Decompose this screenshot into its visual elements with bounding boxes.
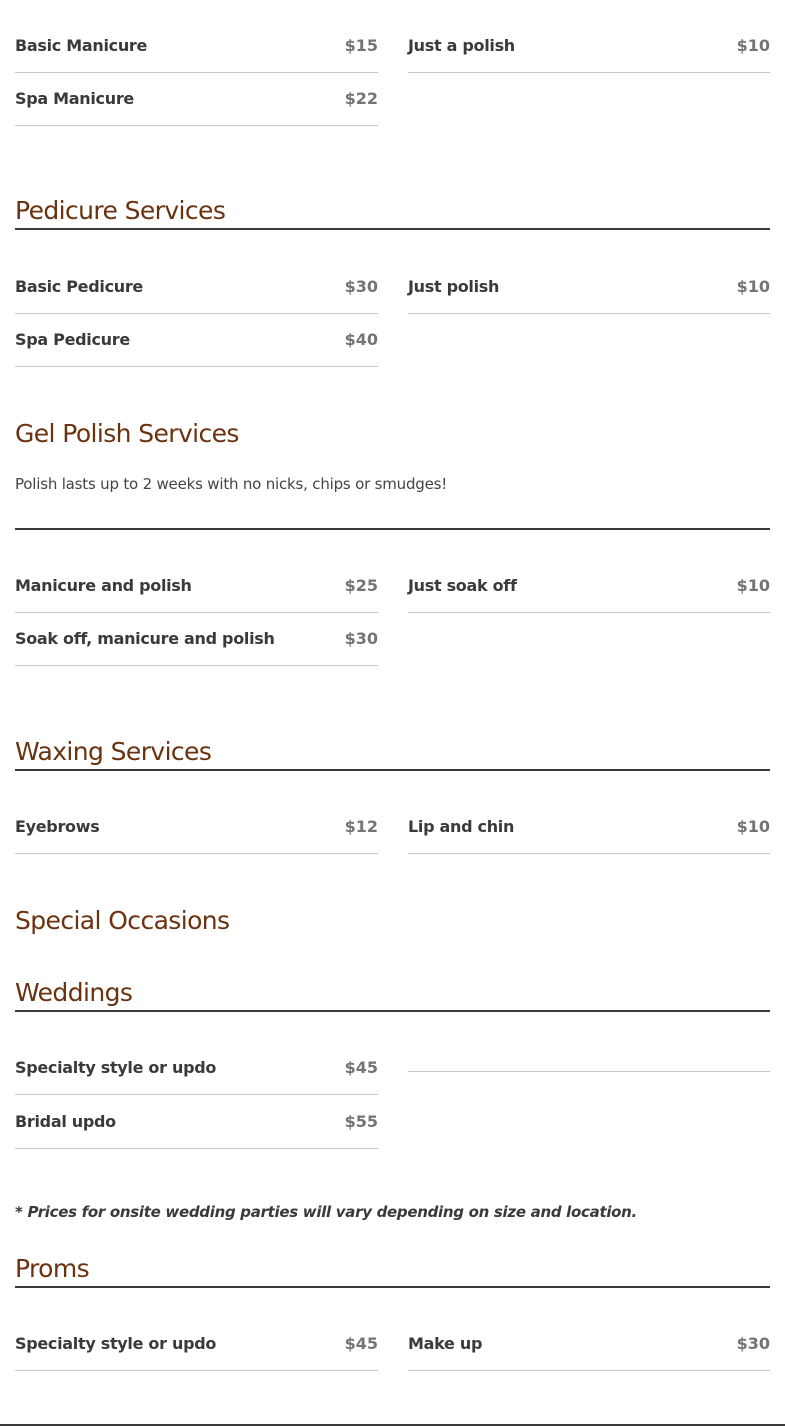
divider: [15, 853, 378, 854]
list-item: [15, 260, 378, 314]
service-name: Lip and chin: [408, 817, 515, 836]
list-item: [15, 1317, 378, 1371]
section-title-waxing: Waxing Services: [15, 737, 212, 766]
service-price: $55: [344, 1112, 378, 1131]
service-price: $45: [344, 1334, 378, 1353]
service-name: Manicure and polish: [15, 576, 192, 595]
service-name: Soak off, manicure and polish: [15, 629, 275, 648]
service-price: $12: [344, 817, 378, 836]
wedding-note: * Prices for onsite wedding parties will vary depending on size and location.: [15, 1203, 637, 1221]
section-rule: [15, 228, 770, 230]
divider: [408, 612, 770, 613]
service-name: Specialty style or updo: [15, 1058, 217, 1077]
service-price: $30: [344, 277, 378, 296]
list-item: [408, 19, 770, 73]
service-price: $45: [344, 1058, 378, 1077]
service-price: $40: [344, 330, 378, 349]
section-rule: [15, 1286, 770, 1288]
divider: [408, 313, 770, 314]
service-name: Just a polish: [408, 36, 515, 55]
service-name: Make up: [408, 1334, 483, 1353]
section-rule: [15, 528, 770, 530]
list-item: [15, 800, 378, 854]
service-price: $15: [344, 36, 378, 55]
divider: [408, 1370, 770, 1371]
service-price: $25: [344, 576, 378, 595]
section-title-special: Special Occasions: [15, 906, 230, 935]
service-price: $10: [736, 817, 770, 836]
list-item: [15, 72, 378, 126]
service-name: Spa Manicure: [15, 89, 134, 108]
service-price: $22: [344, 89, 378, 108]
service-name: Spa Pedicure: [15, 330, 130, 349]
service-name: Basic Pedicure: [15, 277, 143, 296]
list-item: [408, 1317, 770, 1371]
divider: [408, 72, 770, 73]
list-item: [15, 19, 378, 73]
service-name: Eyebrows: [15, 817, 100, 836]
divider: [15, 1148, 378, 1149]
service-name: Just polish: [408, 277, 500, 296]
service-price: $30: [736, 1334, 770, 1353]
list-item: [408, 559, 770, 613]
empty-list-item: [408, 1018, 770, 1072]
service-name: Just soak off: [408, 576, 517, 595]
service-price: $10: [736, 277, 770, 296]
divider: [15, 366, 378, 367]
section-title-proms: Proms: [15, 1254, 90, 1283]
service-price: $30: [344, 629, 378, 648]
divider: [15, 1370, 378, 1371]
section-description: Polish lasts up to 2 weeks with no nicks, chips or smudges!: [15, 475, 448, 493]
section-title-gel: Gel Polish Services: [15, 419, 239, 448]
divider: [408, 853, 770, 854]
service-price: $10: [736, 576, 770, 595]
service-name: Bridal updo: [15, 1112, 116, 1131]
service-name: Basic Manicure: [15, 36, 148, 55]
list-item: [15, 1041, 378, 1095]
list-item: [408, 260, 770, 314]
list-item: [15, 559, 378, 613]
divider: [15, 665, 378, 666]
section-rule: [15, 769, 770, 771]
section-title-weddings: Weddings: [15, 978, 133, 1007]
section-rule: [15, 1010, 770, 1012]
list-item: [408, 800, 770, 854]
list-item: [15, 1095, 378, 1149]
divider: [408, 1071, 770, 1072]
section-title-pedicure: Pedicure Services: [15, 196, 226, 225]
service-name: Specialty style or updo: [15, 1334, 217, 1353]
service-price: $10: [736, 36, 770, 55]
list-item: [15, 612, 378, 666]
divider: [15, 125, 378, 126]
list-item: [15, 313, 378, 367]
